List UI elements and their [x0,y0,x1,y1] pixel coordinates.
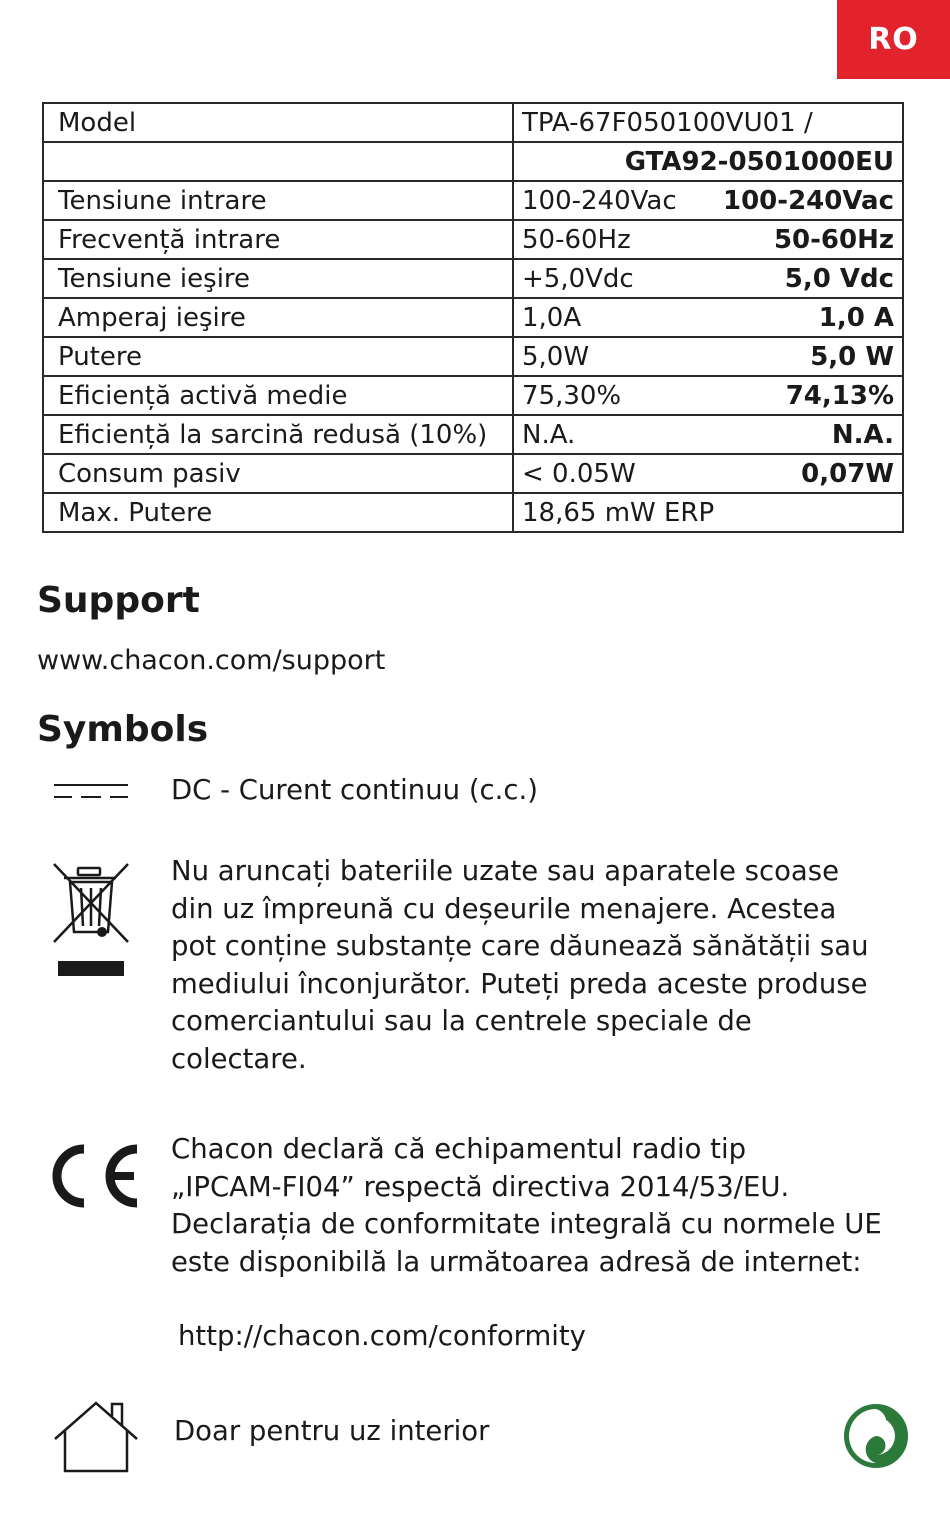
spec-values [513,376,903,415]
spec-value-tpa: 18,65 mW ERP [522,497,715,528]
spec-value-tpa: 75,30% [522,380,622,411]
house-icon [52,1400,140,1474]
spec-label: Max. Putere [43,493,513,532]
ce-line: Declarația de conformitate integrală cu normele UE [171,1208,882,1240]
spec-values [513,220,903,259]
spec-label: Putere [43,337,513,376]
spec-table [42,102,904,533]
spec-value-gta: 1,0 A [818,302,894,333]
spec-value-tpa: TPA-67F050100VU01 / [522,107,813,138]
spec-label: Eficiență activă medie [43,376,513,415]
crossed-bin-icon [50,862,134,980]
weee-line: colectare. [171,1042,307,1075]
weee-line: pot conține substanțe care dăunează sănătății sau [171,930,869,962]
ce-line: este disponibilă la următoarea adresă de internet: [171,1245,862,1278]
spec-values [513,298,903,337]
green-dot-icon [843,1403,909,1469]
spec-value-gta: N.A. [831,419,894,450]
ce-mark-icon [44,1143,142,1209]
spec-row [43,259,903,298]
weee-line: Nu aruncați bateriile uzate sau aparatele scoase [171,855,839,887]
spec-values [513,142,903,181]
weee-line: din uz împreună cu deșeurile menajere. Acestea [171,892,837,925]
dc-symbol-icon [52,782,130,802]
spec-label: Tensiune ieşire [43,259,513,298]
language-badge: RO [837,0,950,79]
support-heading: Support [37,580,200,621]
spec-label: Tensiune intrare [43,181,513,220]
spec-label [43,142,513,181]
spec-value-gta: 50-60Hz [773,224,894,255]
spec-value-gta: 5,0 W [810,341,894,372]
spec-values [513,181,903,220]
spec-row [43,376,903,415]
spec-values [513,415,903,454]
ce-line: „IPCAM-FI04” respectă directiva 2014/53/EU. [171,1170,790,1203]
spec-label: Eficiență la sarcină redusă (10%) [43,415,513,454]
spec-values [513,337,903,376]
spec-label: Model [43,103,513,142]
spec-value-tpa: 100-240Vac [522,185,677,216]
ce-description [171,1131,916,1281]
ce-line: Chacon declară că echipamentul radio tip [171,1133,747,1165]
spec-row [43,220,903,259]
spec-row [43,142,903,181]
spec-value-gta: 100-240Vac [723,185,894,216]
spec-value-tpa: 1,0A [522,302,582,333]
indoor-description: Doar pentru uz interior [174,1415,490,1447]
spec-row [43,298,903,337]
spec-label: Amperaj ieşire [43,298,513,337]
weee-description [171,853,916,1078]
spec-row [43,337,903,376]
spec-value-gta: 74,13% [785,380,894,411]
spec-value-tpa: 50-60Hz [522,224,631,255]
spec-row [43,493,903,532]
spec-row [43,103,903,142]
conformity-link[interactable]: http://chacon.com/conformity [178,1320,586,1352]
spec-value-gta: 5,0 Vdc [784,263,894,294]
spec-values [513,454,903,493]
spec-row [43,415,903,454]
spec-values [513,259,903,298]
spec-label: Consum pasiv [43,454,513,493]
spec-value-tpa: < 0.05W [522,458,636,489]
spec-value-gta: 0,07W [801,458,894,489]
weee-line: mediului înconjurător. Puteți preda aceste produse [171,967,868,1000]
symbols-heading: Symbols [37,709,209,750]
spec-value-tpa: +5,0Vdc [522,263,634,294]
spec-value-tpa: 5,0W [522,341,590,372]
spec-value-tpa: N.A. [522,419,576,450]
spec-row [43,454,903,493]
support-link[interactable]: www.chacon.com/support [37,645,386,676]
spec-row [43,181,903,220]
spec-value-gta: GTA92-0501000EU [624,146,894,177]
spec-label: Frecvență intrare [43,220,513,259]
spec-values [513,493,903,532]
weee-line: comerciantului sau la centrele speciale de [171,1005,752,1037]
dc-description: DC - Curent continuu (c.c.) [171,774,538,806]
spec-values [513,103,903,142]
